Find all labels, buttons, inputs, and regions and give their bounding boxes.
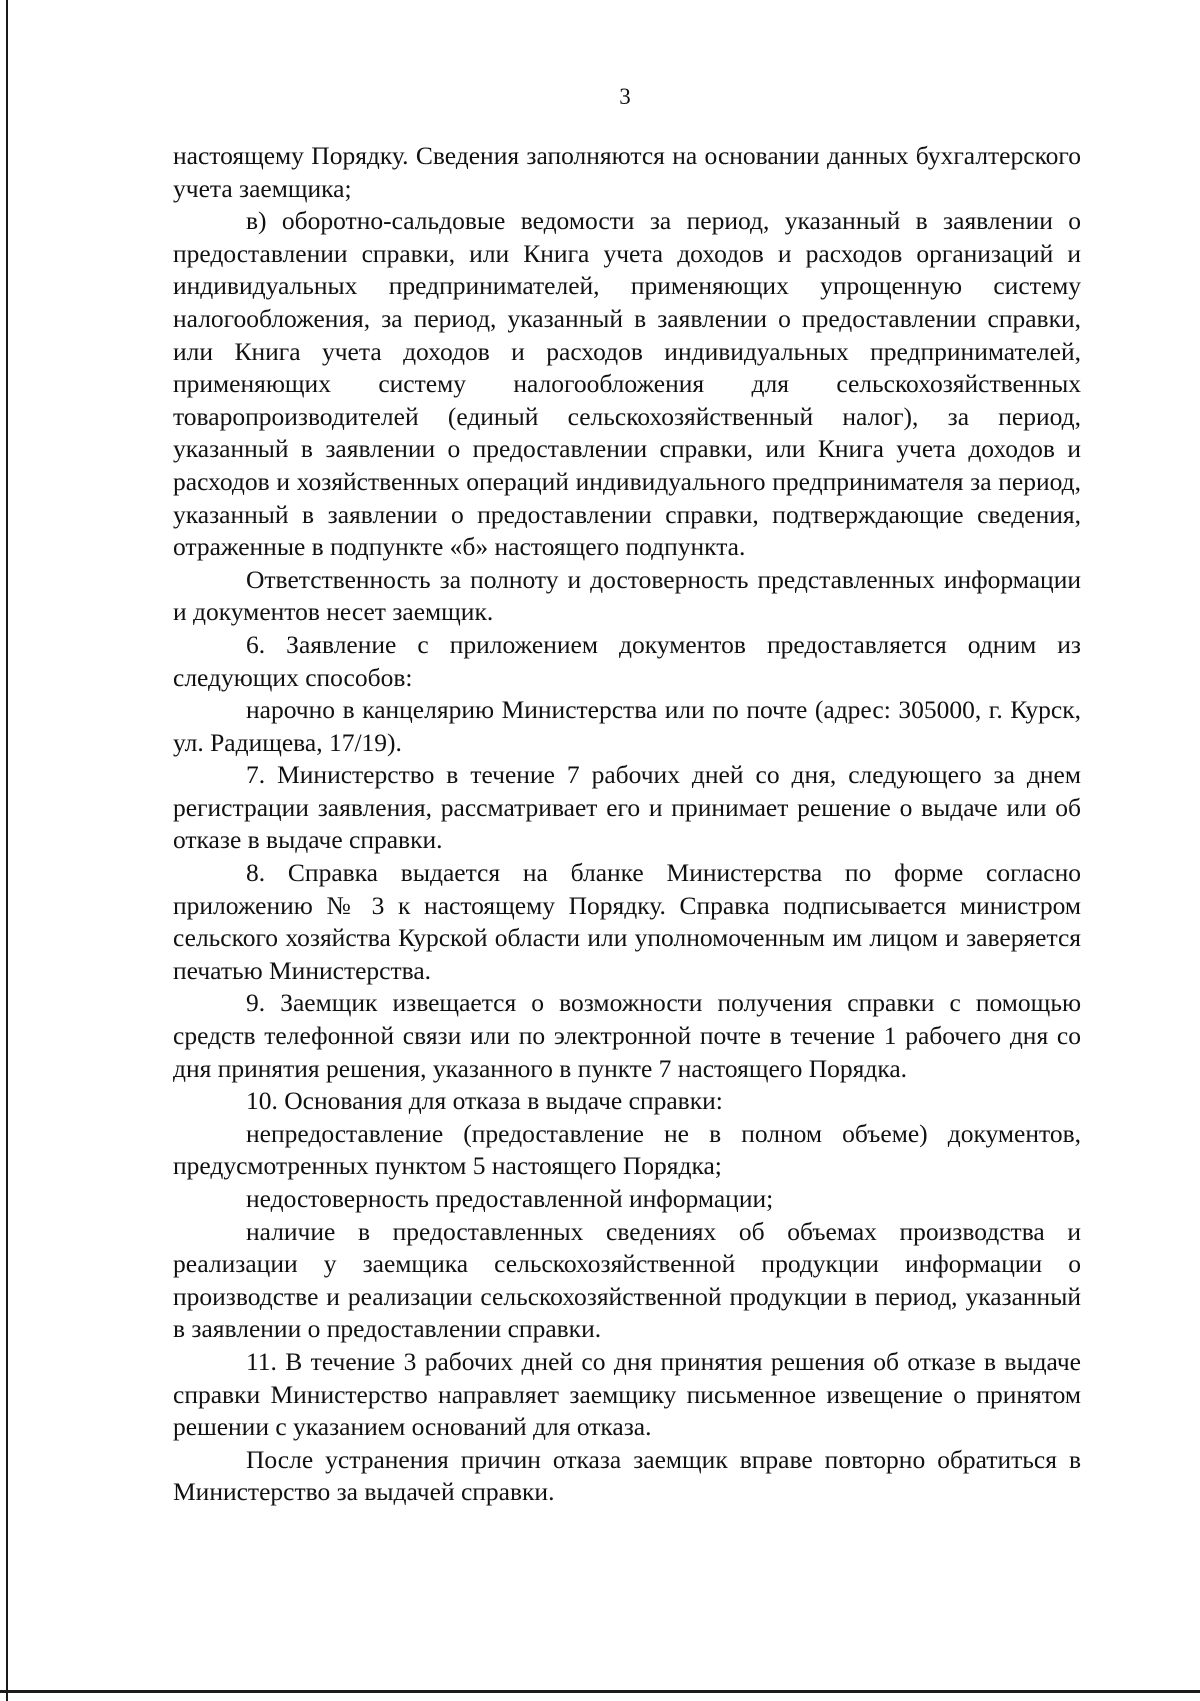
paragraph: 6. Заявление с приложением документов предоставляется одним из следующих способов:: [173, 629, 1081, 692]
paragraph: недостоверность предоставленной информации;: [246, 1184, 774, 1213]
paragraph: настоящему Порядку. Сведения заполняются на основании данных бухгалтерского учета заемщика;: [173, 141, 1081, 203]
paragraph: непредоставление (предоставление не в полном объеме) документов, предусмотренных пунктом 5 настоящего Порядка;: [173, 1118, 1081, 1181]
paragraph: наличие в предоставленных сведениях об объемах производства и реализации у заемщика сельскохозяйственной продукции информации о производстве и реализации сельскохозяйственной продукции в период, указанный в заявлении о предоставлении справки.: [173, 1216, 1081, 1344]
document-body: [173, 140, 1081, 1509]
page-number: 3: [619, 84, 631, 109]
paragraph: в) оборотно-сальдовые ведомости за период, указанный в заявлении о предоставлении справки, или Книга учета доходов и расходов организаций и индивидуальных предпринимателей, применяющих упрощенную систему налогообложения, за период, указанный в заявлении о предоставлении справки, или Книга учета доходов и расходов индивидуальных предпринимателей, применяющих систему налогообложения для сельскохозяйственных товаропроизводителей (единый сельскохозяйственный налог), за период, указанный в заявлении о предоставлении справки, или Книга учета доходов и расходов и хозяйственных операций индивидуального предпринимателя за период, указанный в заявлении о предоставлении справки, подтверждающие сведения, отраженные в подпункте «б» настоящего подпункта.: [173, 206, 1081, 562]
paragraph: 11. В течение 3 рабочих дней со дня принятия решения об отказе в выдаче справки Министерство направляет заемщику письменное извещение о принятом решении с указанием оснований для отказа.: [173, 1346, 1081, 1442]
paragraph: После устранения причин отказа заемщик вправе повторно обратиться в Министерство за выдачей справки.: [173, 1444, 1081, 1507]
paragraph: 7. Министерство в течение 7 рабочих дней со дня, следующего за днем регистрации заявления, рассматривает его и принимает решение о выдаче или об отказе в выдаче справки.: [173, 760, 1081, 855]
paragraph: Ответственность за полноту и достоверность представленных информации и документов несет заемщик.: [173, 564, 1081, 627]
paragraph: нарочно в канцелярию Министерства или по почте (адрес: 305000, г. Курск, ул. Радищева, 17/19).: [173, 695, 1081, 757]
paragraph: 9. Заемщик извещается о возможности получения справки с помощью средств телефонной связи или по электронной почте в течение 1 рабочего дня со дня принятия решения, указанного в пункте 7 настоящего Порядка.: [173, 988, 1081, 1083]
scan-edge-bottom: [0, 1690, 1200, 1693]
paragraph: 10. Основания для отказа в выдаче справки:: [246, 1086, 723, 1116]
paragraph: 8. Справка выдается на бланке Министерства по форме согласно приложению № 3 к настоящему Порядку. Справка подписывается министром сельского хозяйства Курской области или уполномоченным им лицом и заверяется печатью Министерства.: [173, 858, 1081, 985]
scan-edge-left: [6, 0, 8, 1701]
